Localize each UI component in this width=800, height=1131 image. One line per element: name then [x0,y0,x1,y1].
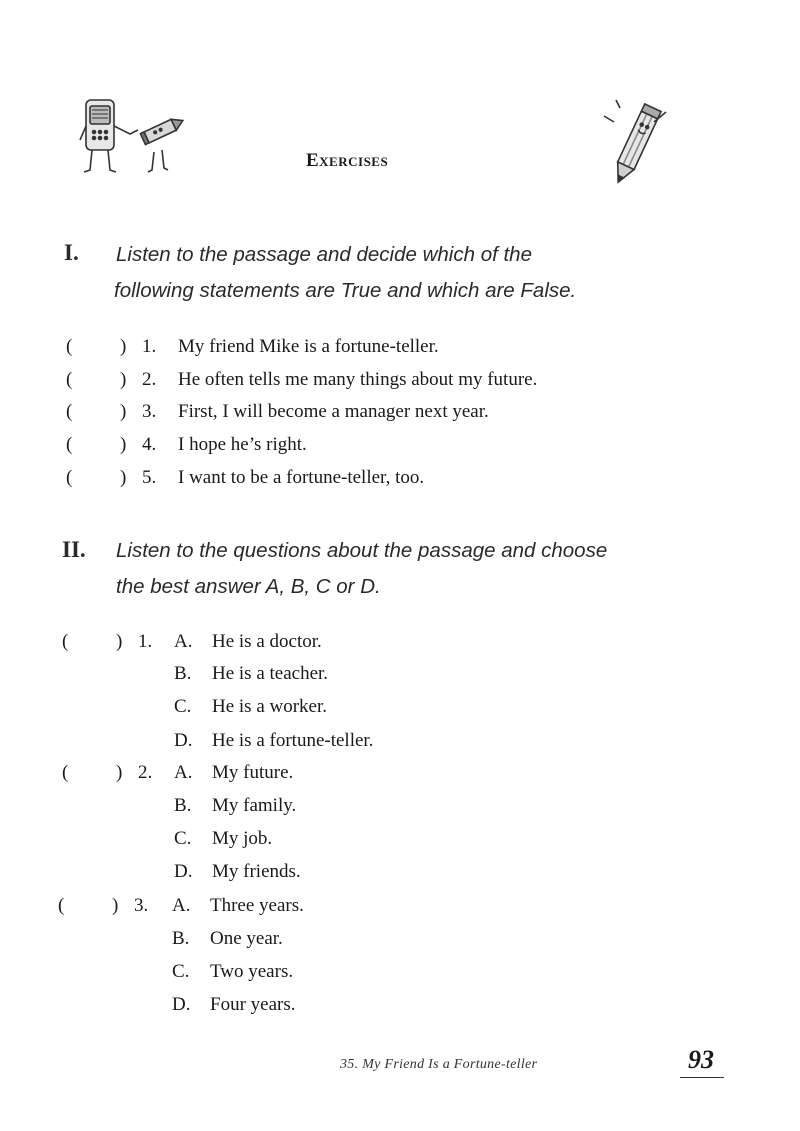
option-text: He is a doctor. [212,631,322,652]
page-number: 93 [688,1045,714,1074]
answer-blank-close: ) [120,336,127,357]
answer-blank-open: ( [66,434,73,455]
option-letter: B. [172,928,190,949]
item-number: 4. [142,434,157,455]
option-text: He is a fortune-teller. [212,730,374,751]
option-text: He is a teacher. [212,663,329,684]
option-letter: D. [174,730,193,751]
option-text: Four years. [210,994,296,1015]
item-statement: First, I will become a manager next year. [178,401,489,422]
answer-blank-open: ( [58,895,65,916]
answer-blank-open: ( [66,401,73,422]
option-letter: B. [174,795,192,816]
option-text: Three years. [210,895,304,916]
item-number: 3. [142,401,157,422]
option-letter: A. [174,762,193,783]
question-number: 2. [138,762,153,783]
answer-blank-close: ) [120,401,127,422]
item-number: 2. [142,369,157,390]
section-1-number: I. [64,240,79,265]
option-letter: C. [172,961,190,982]
option-letter: A. [172,895,191,916]
option-letter: C. [174,828,192,849]
question-number: 1. [138,631,153,652]
option-text: My friends. [212,861,301,882]
option-text: Two years. [210,961,294,982]
option-text: One year. [210,928,283,949]
option-letter: D. [174,861,193,882]
option-text: My family. [212,795,297,816]
section-1-instruction-line-1: Listen to the passage and decide which of the [116,243,532,266]
page-title: Exercises [306,150,389,171]
item-statement: My friend Mike is a fortune-teller. [178,336,439,357]
section-2-instruction-line-1: Listen to the questions about the passage and choose [116,539,608,562]
option-letter: A. [174,631,193,652]
answer-blank-open: ( [62,631,69,652]
answer-blank-close: ) [120,369,127,390]
item-statement: I hope he’s right. [178,434,307,455]
option-text: My job. [212,828,273,849]
option-text: My future. [212,762,294,783]
running-footer-title: 35. My Friend Is a Fortune-teller [340,1057,538,1072]
answer-blank-close: ) [120,434,127,455]
pencil-character-icon [600,98,672,190]
option-text: He is a worker. [212,696,328,717]
answer-blank-close: ) [120,467,127,488]
phone-pencil-cartoon-icon [78,96,196,182]
option-letter: D. [172,994,191,1015]
item-statement: He often tells me many things about my future. [178,369,538,390]
section-2-number: II. [62,537,86,562]
section-2-instruction-line-2: the best answer A, B, C or D. [116,575,381,598]
answer-blank-open: ( [66,467,73,488]
answer-blank-open: ( [66,369,73,390]
answer-blank-open: ( [62,762,69,783]
option-letter: C. [174,696,192,717]
answer-blank-close: ) [112,895,119,916]
page-number-underline [680,1077,724,1078]
answer-blank-close: ) [116,631,123,652]
question-number: 3. [134,895,149,916]
section-1-instruction-line-2: following statements are True and which are False. [114,279,577,302]
answer-blank-close: ) [116,762,123,783]
option-letter: B. [174,663,192,684]
item-statement: I want to be a fortune-teller, too. [178,467,425,488]
item-number: 5. [142,467,157,488]
item-number: 1. [142,336,157,357]
answer-blank-open: ( [66,336,73,357]
